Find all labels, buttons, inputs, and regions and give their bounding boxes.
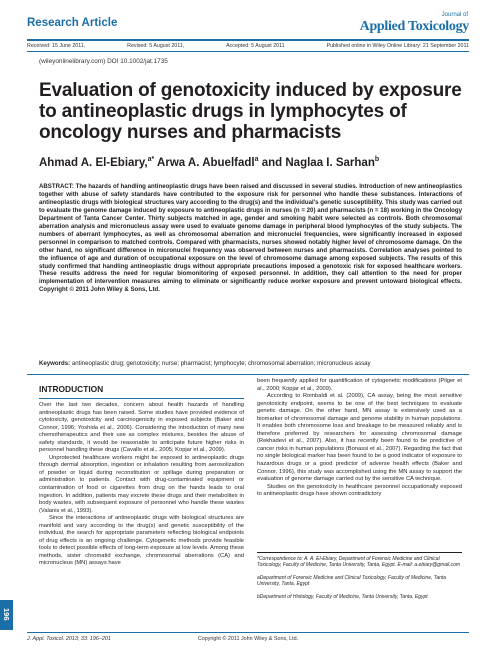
date-accepted: Accepted: 5 August 2011 — [226, 43, 285, 49]
intro-paragraph-6: Studies on the genotoxicity in healthcare personnel occupationally exposed to antineoplastic drugs have shown contradictory — [257, 483, 462, 498]
keywords-label: Keywords: — [39, 360, 71, 367]
article-title: Evaluation of genotoxicity induced by exposure to antineoplastic drugs in lymphocytes of oncology nurses and pharmacists — [39, 80, 462, 143]
keywords-list: antineoplastic drug; genotoxicity; nurse; pharmacist; lymphocyte; chromosomal aberration; micronucleus assay — [71, 360, 371, 367]
author-3: Naglaa I. Sarhan — [285, 156, 375, 169]
journal-logo-small: Journal of — [441, 12, 468, 18]
author-1-affil: a* — [147, 156, 155, 163]
journal-logo-name: Applied Toxicology — [359, 19, 469, 34]
page-number: 196 — [2, 608, 11, 621]
date-revised: Revised: 5 August 2011, — [127, 43, 185, 49]
author-list — [39, 156, 379, 169]
intro-paragraph-2: Unprotected healthcare workers might be exposed to antineoplastic drugs through dermal absorption, ingestion or inhalation resulting from aerosolization of powder or liquid during reconstitution or spillage during preparation or administration to patients. Contact with drug-contaminated equipment or contamination of food or cigarettes from drug on the hands leads to oral ingestion. In addition, patients may excrete these drugs and their metabolites in body wastes, with subsequent exposure of personnel who handle these wastes (Valanis et al., 1993). — [39, 454, 244, 514]
footer-rule — [27, 632, 469, 633]
keywords-rule — [27, 374, 469, 375]
article-dates — [27, 43, 469, 49]
intro-paragraph-3: Since the interactions of antineoplastic drugs with biological structures are manifold and vary according to the drug(s) and genetic susceptibility of the individual, the search for appropriate parameters reflecting biological endpoints of drug effects is an ongoing challenge. Cytogenetic methods provide feasible tools to detect possible effects of long-term exposure at low levels. Among these methods, sister chromatid exchange, chromosomal aberrations (CA) and micronucleus (MN) assays have — [39, 515, 244, 567]
affiliation-footnotes — [257, 552, 462, 606]
intro-paragraph-5: According to Rombaldi et al. (2009), CA assay, being the most sensitive genotoxicity endpoint, seems to be one of the best techniques to evaluate genetic damage. On the other hand, MN assay is extensively used as a biomarker of chromosomal damage and genome stability in human populations. It enables both chromosome loss and breakage to be measured reliably and is therefore preferred by researchers for assessing chromosomal damage (Rekhadevi et al., 2007). Also, it has recently been found to be predictive of cancer risks in human populations (Bonassi et al., 2007). Regarding the fact that no single biological marker has been found to be a good indicator of exposure to hazardous drugs or a good predictor of adverse health effects (Baker and Connor, 1996), this study was accomplished using the MN assay to support the evaluation of genome damage carried out by the sensitive CA technique. — [257, 393, 462, 483]
left-column — [39, 384, 244, 568]
section-heading-introduction: INTRODUCTION — [39, 384, 244, 399]
footer-copyright: Copyright © 2011 John Wiley & Sons, Ltd. — [197, 636, 299, 642]
abstract: ABSTRACT: The hazards of handling antineoplastic drugs have been raised and discussed in several studies. Introduction of new antineoplastics together with abuse of safety standards have contributed to the exposure risk for personnel who handle these substances. Interactions of antineoplastic drugs with biological structures vary according to the drug(s) and the individual's genetic susceptibility. This study was carried out to evaluate the genome damage induced by exposure to antineoplastic drugs in nurses (n = 20) and pharmacists (n = 18) working in the Oncology Department of Tanta Cancer Center. Thirty subjects matched in age, gender and smoking habit were selected as controls. Both chromosomal aberration analysis and micronucleus assay were used to evaluate genome damage in peripheral blood lymphocytes of the study subjects. The numbers of aberrant lymphocytes, as well as chromosomal aberration and micronuclei frequencies, were significantly increased in exposed personnel in comparison to matched controls. Compared with pharmacists, nurses showed notably higher level of chromosome damage. On the other hand, no significant difference in micronuclei frequency was observed between nurses and pharmacists. Correlation analyses pointed to the influence of age and duration of occupational exposure on the level of chromosome damage among exposed subjects. The results of this study confirmed that handling antineoplastic drugs without appropriate precautions imposed a genotoxic risk for exposed healthcare workers. These results address the need for regular biomonitoring of exposed personnel. In addition, they call attention to the need for proper implementation of intervention measures aiming to eliminate or significantly reduce worker exposure and prevent untoward biological effects. Copyright © 2011 John Wiley & Sons, Ltd. — [39, 183, 462, 294]
footer-citation: J. Appl. Toxicol. 2013; 33: 196–201 — [27, 636, 111, 642]
intro-paragraph-4: been frequently applied for quantification of cytogenetic modifications (Pilger et al., 2000; Kopjar et al., 2009). — [257, 378, 462, 392]
date-received: Received: 15 June 2011, — [27, 43, 86, 49]
doi-line: (wileyonlinelibrary.com) DOI 10.1002/jat.1735 — [39, 58, 168, 65]
author-1: Ahmad A. El-Ebiary, — [39, 156, 148, 169]
author-2: Arwa A. Abuelfadl — [157, 156, 255, 169]
footnote-affiliation-b: bDepartment of Histology, Faculty of Medicine, Tanta University, Tanta, Egypt — [257, 593, 428, 600]
section-label: Research Article — [27, 17, 118, 29]
footnote-correspondence: *Correspondence to: A. A. El-Ebiary, Department of Forensic Medicine and Clinical Toxicology, Faculty of Medicine, Tanta University, Tanta, Egypt. E-mail: a.ebiary@gmail.com — [257, 556, 461, 569]
author-conjunction: and — [261, 156, 283, 169]
dates-rule — [27, 51, 469, 52]
intro-paragraph-1: Over the last two decades, concern about health hazards of handling antineoplastic drugs has been raised. Some studies have provided evidence of cytotoxicity, genotoxicity and carcinogenicity in exposed subjects (Baker and Connor, 1996; Yoshida et al., 2006). Considering the introduction of many new chemotherapeutics and their use as complex mixtures, besides the abuse of safety standards, it would be reasonable to anticipate future higher risks in personnel handling these drugs (Cavallo et al., 2005; Kopjar et al., 2009). — [39, 402, 244, 454]
footnote-affiliation-a: aDepartment of Forensic Medicine and Clinical Toxicology, Faculty of Medicine, Tanta University, Tanta, Egypt — [257, 574, 447, 588]
keywords — [39, 360, 462, 368]
right-column — [257, 378, 462, 499]
author-2-affil: a — [254, 156, 259, 163]
journal-logo — [360, 12, 469, 35]
date-published: Published online in Wiley Online Library: 21 September 2011 — [326, 43, 469, 49]
author-3-affil: b — [374, 156, 380, 163]
header-rule — [27, 39, 469, 41]
journal-header — [27, 12, 469, 38]
